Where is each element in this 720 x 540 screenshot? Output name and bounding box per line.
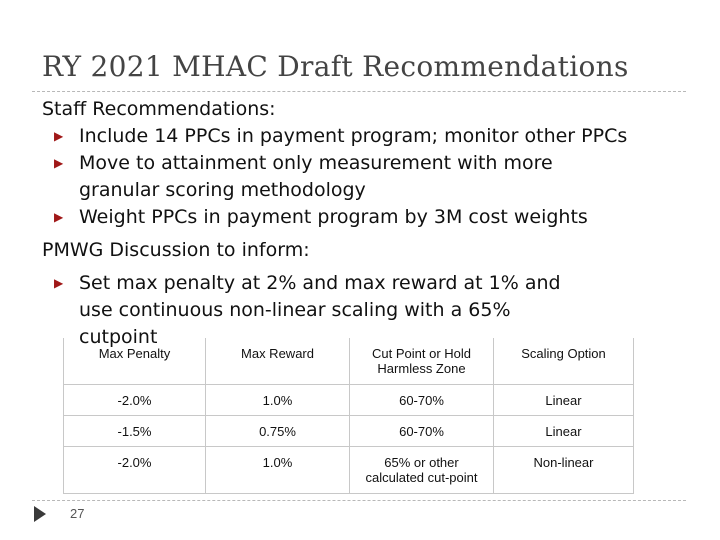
staff-bullet [42,204,682,231]
pmwg-bullet-text: Set max penalty at 2% and max reward at 1% and use continuous non-linear scaling with a 65% cutpoint [79,272,561,348]
header-cut-point: Cut Point or Hold Harmless Zone [350,338,494,385]
triangle-bullet-icon: ▶ [54,129,64,143]
page-number: 27 [70,506,85,521]
cell-max-reward: 1.0% [206,447,350,494]
table-header-row [64,338,634,385]
staff-bullet-text: Include 14 PPCs in payment program; monitor other PPCs [79,125,628,147]
footer-divider [32,500,686,501]
cell-scaling-option: Linear [494,416,634,447]
cell-max-reward: 1.0% [206,385,350,416]
table-row [64,385,634,416]
table-row [64,447,634,494]
title-divider [32,91,686,92]
staff-bullet-text: Weight PPCs in payment program by 3M cost weights [79,206,588,228]
cell-max-penalty: -2.0% [64,385,206,416]
header-max-reward: Max Reward [206,338,350,385]
slide-body [42,96,682,351]
table-row [64,416,634,447]
recommendations-table [63,338,634,494]
staff-bullet [42,150,682,204]
cell-scaling-option: Non-linear [494,447,634,494]
cell-max-reward: 0.75% [206,416,350,447]
footer-arrow-icon [34,506,46,522]
cell-max-penalty: -2.0% [64,447,206,494]
cell-cut-point: 60-70% [350,385,494,416]
cell-cut-point: 65% or other calculated cut-point [350,447,494,494]
staff-bullet [42,123,682,150]
staff-heading: Staff Recommendations: [42,98,276,120]
cell-scaling-option: Linear [494,385,634,416]
staff-bullet-text: Move to attainment only measurement with more granular scoring methodology [79,152,553,201]
cell-cut-point: 60-70% [350,416,494,447]
triangle-bullet-icon: ▶ [54,276,64,290]
triangle-bullet-icon: ▶ [54,156,64,170]
triangle-bullet-icon: ▶ [54,210,64,224]
cell-max-penalty: -1.5% [64,416,206,447]
pmwg-heading: PMWG Discussion to inform: [42,239,310,261]
slide-title: RY 2021 MHAC Draft Recommendations [42,50,629,83]
header-max-penalty: Max Penalty [64,338,206,385]
header-scaling-option: Scaling Option [494,338,634,385]
